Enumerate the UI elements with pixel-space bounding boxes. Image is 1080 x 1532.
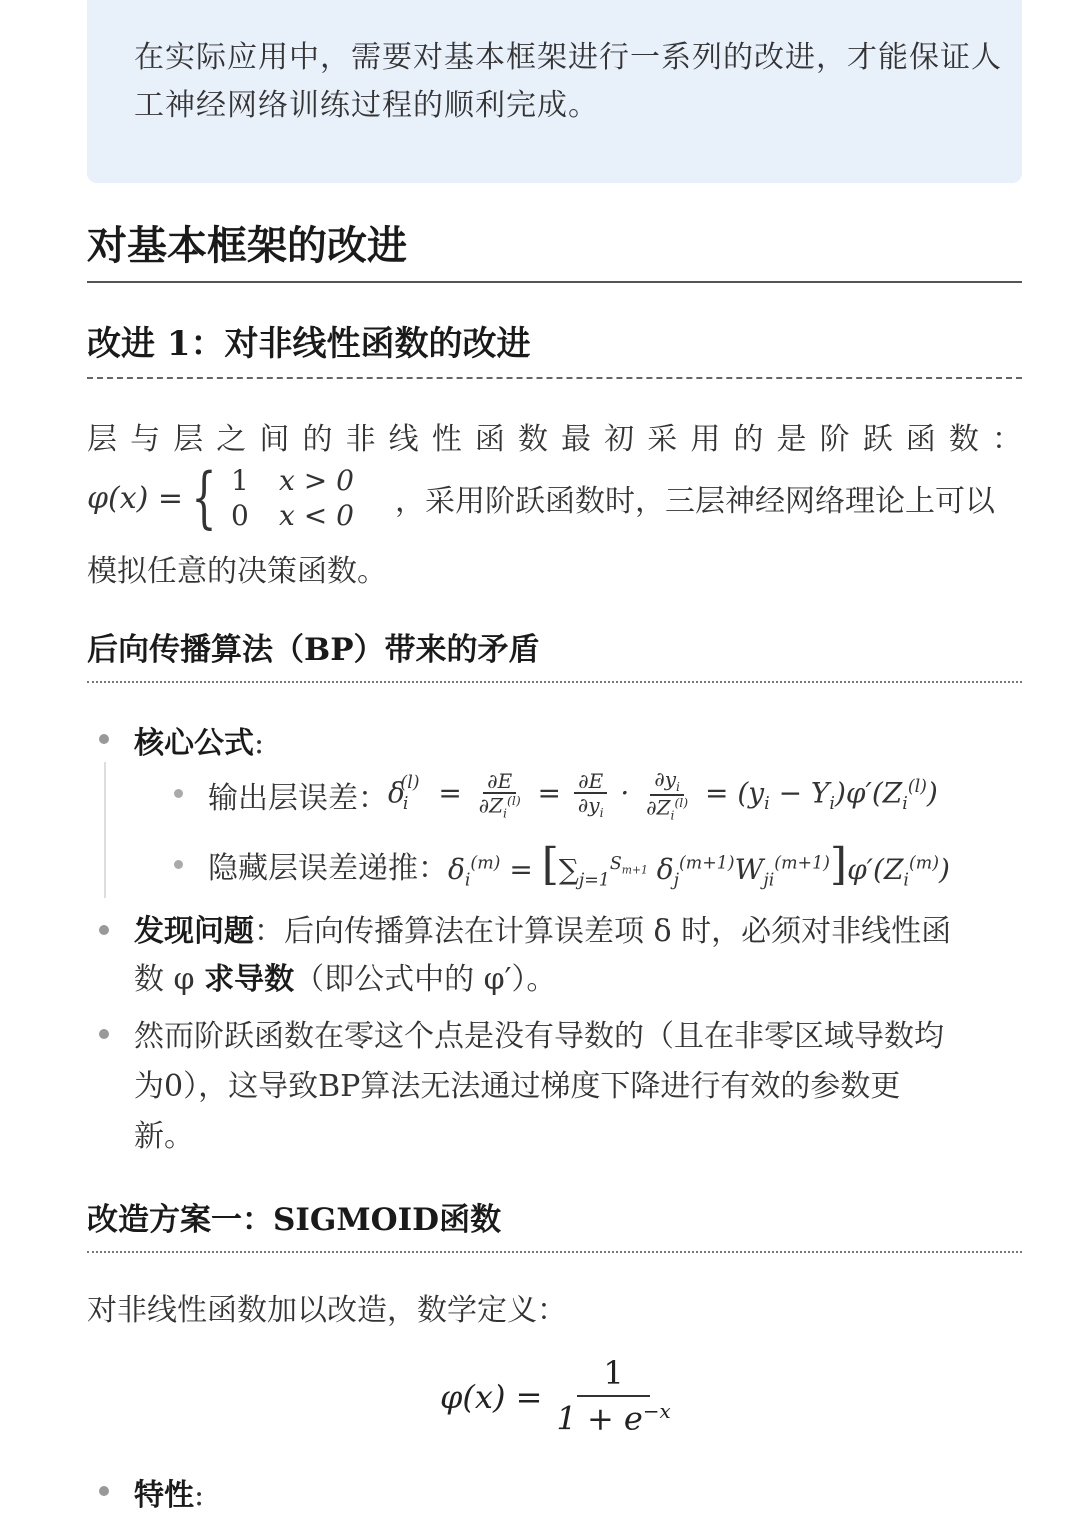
- intro-char: 跃: [862, 422, 893, 457]
- intro-char: 的: [733, 422, 764, 457]
- sigmoid-denominator: 1 + e: [556, 1399, 643, 1438]
- bullet-dot: [99, 1029, 109, 1039]
- step-intro-line: [87, 414, 1022, 458]
- step-derivative-line-2: 为0），这导致BP算法无法通过梯度下降进行有效的参数更: [134, 1069, 901, 1104]
- hidden-error-label: 隐藏层误差递推：: [208, 851, 448, 886]
- improvement1-title: 改进 1：对非线性函数的改进: [87, 316, 1022, 379]
- intro-char: 是: [776, 422, 807, 457]
- problem-text-2c: （即公式中的 φ′）。: [294, 962, 557, 997]
- problem-item: [134, 908, 1022, 1004]
- problem-label: 发现问题: [134, 914, 254, 949]
- brace-icon: {: [191, 459, 217, 536]
- nested-list-rule: [104, 762, 106, 898]
- bullet-dot: [99, 1486, 109, 1496]
- problem-text-2a: 数 φ: [134, 962, 205, 997]
- traits-label: 特性: [134, 1478, 194, 1513]
- intro-char: 用: [690, 422, 721, 457]
- intro-char: 采: [647, 422, 678, 457]
- callout-box: [87, 0, 1022, 183]
- step-derivative-item: [134, 1012, 1022, 1162]
- intro-char: 的: [302, 422, 333, 457]
- intro-char: 数: [948, 422, 979, 457]
- intro-char: 间: [259, 422, 290, 457]
- intro-char: 最: [561, 422, 592, 457]
- sub-bullet-dot: [174, 789, 183, 798]
- case2-condition: x < 0: [279, 499, 354, 532]
- bp-title: 后向传播算法（BP）带来的矛盾: [87, 624, 1022, 683]
- intro-char: 阶: [819, 422, 850, 457]
- intro-char: 层: [173, 422, 204, 457]
- case1-condition: x > 0: [279, 464, 354, 497]
- step-derivative-line-1: 然而阶跃函数在零这个点是没有导数的（且在非零区域导数均: [134, 1019, 944, 1054]
- sigmoid-exponent: −x: [642, 1400, 671, 1424]
- sub-bullet-dot: [174, 860, 183, 869]
- intro-char: 之: [216, 422, 247, 457]
- section-title: 对基本框架的改进: [87, 214, 1022, 283]
- sigmoid-numerator: 1: [577, 1356, 649, 1397]
- intro-char: 与: [130, 422, 161, 457]
- traits-item: [134, 1470, 204, 1514]
- problem-text-1: ：后向传播算法在计算误差项 δ 时，必须对非线性函: [254, 914, 952, 949]
- hidden-error-item: [208, 836, 950, 894]
- core-label: 核心公式: [134, 726, 254, 761]
- sigmoid-lhs: φ(x) =: [440, 1377, 543, 1416]
- intro-char: 性: [431, 422, 462, 457]
- intro-char: 非: [345, 422, 376, 457]
- case1-value: 1: [231, 464, 249, 497]
- intro-char: 函: [905, 422, 936, 457]
- callout-text: 在实际应用中，需要对基本框架进行一系列的改进，才能保证人工神经网络训练过程的顺利完成。: [134, 40, 1002, 123]
- after-cases-text: ，采用阶跃函数时，三层神经网络理论上可以: [395, 484, 996, 519]
- step-last-line: 模拟任意的决策函数。: [87, 554, 387, 589]
- intro-char: 初: [604, 422, 635, 457]
- bullet-dot: [99, 734, 109, 744]
- case2-value: 0: [231, 499, 249, 532]
- bullet-dot: [99, 925, 109, 935]
- sigmoid-intro: 对非线性函数加以改造，数学定义：: [87, 1293, 567, 1328]
- intro-char: 数: [517, 422, 548, 457]
- output-error-item: [208, 766, 938, 824]
- core-formula-item: [134, 718, 264, 762]
- output-error-label: 输出层误差：: [208, 781, 388, 816]
- derivative-emphasis: 求导数: [204, 962, 295, 997]
- output-error-formula: $\delta_i^{(l)}$ = $\frac{\partial E}{\partial Z_i^{(l)}}$ = $\frac{\partial E}{\partial y_i}$ · $\frac{\partial y_i}{\partial Z_i^{(l)}}$ = $(y_i - Y_i)\varphi'(Z_i^{(l)})$: [388, 767, 938, 823]
- intro-char: 层: [87, 422, 117, 457]
- sigmoid-formula: [440, 1356, 679, 1437]
- piecewise-cases: [183, 459, 389, 536]
- core-colon: :: [254, 726, 265, 761]
- step-function-line: [87, 458, 1022, 538]
- intro-char: 线: [388, 422, 419, 457]
- step-derivative-line-3: 新。: [134, 1119, 194, 1154]
- hidden-error-formula: $\delta_i^{(m)} = [\sum_{j=1}^{S_{m+1}}$ $\delta_j^{(m+1)}W_{ji}^{(m+1)}]\varphi'(Z_i^{(m)})$: [448, 839, 950, 891]
- func-lhs: φ(x) =: [87, 480, 184, 516]
- traits-colon: :: [194, 1478, 205, 1513]
- sigmoid-title: 改造方案一：SIGMOID函数: [87, 1194, 1022, 1253]
- intro-char: ：: [991, 422, 1022, 457]
- intro-char: 函: [474, 422, 505, 457]
